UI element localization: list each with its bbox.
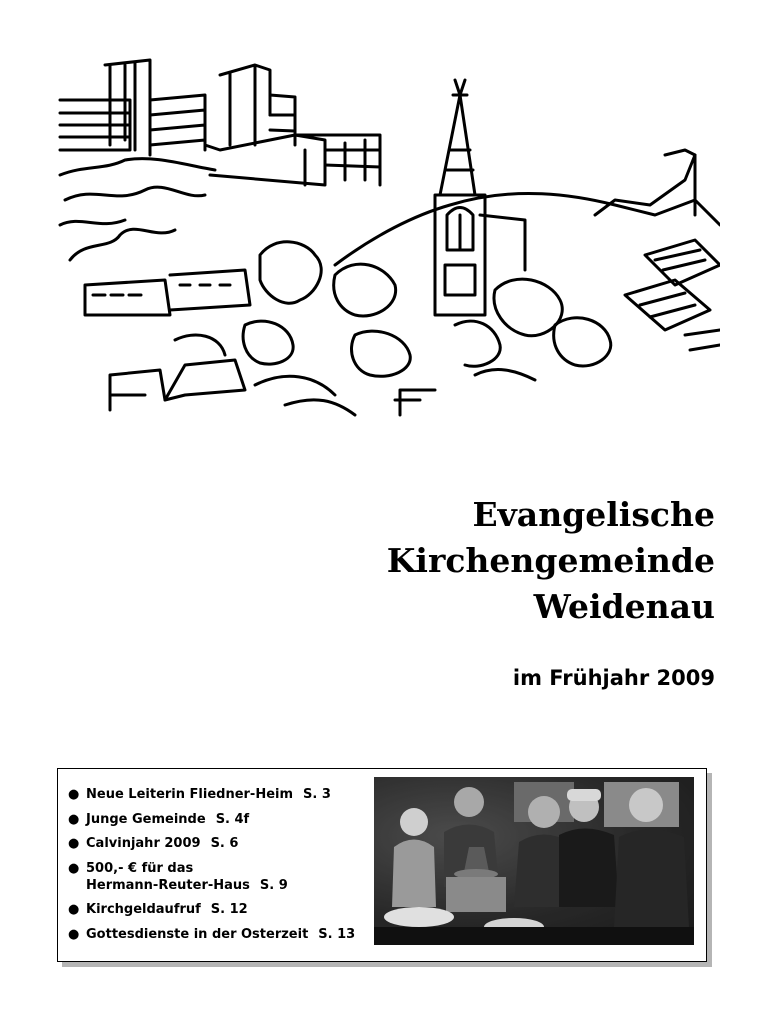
- bullet-icon: ●: [68, 787, 80, 802]
- contents-item-page: S. 13: [318, 926, 356, 942]
- contents-list: [66, 786, 376, 950]
- contents-item-text: Gottesdienste in der Osterzeit: [86, 926, 309, 942]
- bullet-icon: ●: [68, 902, 80, 917]
- youth-group-photo: [374, 777, 694, 945]
- contents-item[interactable]: [66, 926, 376, 943]
- contents-item-page: S. 9: [259, 877, 288, 893]
- title-line-3: Weidenau: [533, 587, 715, 626]
- contents-item[interactable]: [66, 835, 376, 852]
- parish-title: [387, 492, 715, 630]
- contents-item-text: Calvinjahr 2009: [86, 836, 201, 851]
- photo-people-icon: [374, 777, 694, 945]
- town-church-illustration: [55, 55, 720, 440]
- contents-item-page: S. 6: [210, 836, 239, 851]
- contents-box: [57, 768, 707, 962]
- bullet-icon: ●: [68, 860, 80, 876]
- contents-item-page: S. 3: [303, 787, 331, 802]
- title-line-1: Evangelische: [472, 495, 715, 534]
- issue-subtitle: im Frühjahr 2009: [512, 666, 715, 690]
- contents-item[interactable]: [66, 860, 376, 894]
- contents-item-page: S. 12: [210, 902, 248, 917]
- bullet-icon: ●: [68, 811, 80, 827]
- bullet-icon: ●: [68, 926, 80, 942]
- contents-item-text: Junge Gemeinde: [86, 811, 206, 827]
- contents-item-text-2: Hermann-Reuter-Haus: [86, 877, 250, 893]
- contents-item[interactable]: [66, 901, 376, 918]
- contents-item[interactable]: [66, 811, 376, 828]
- title-line-2: Kirchengemeinde: [386, 541, 715, 580]
- contents-item-page: S. 4f: [215, 811, 250, 827]
- bullet-icon: ●: [68, 836, 80, 851]
- contents-item-text: Neue Leiterin Fliedner-Heim: [86, 787, 294, 802]
- contents-item-text: Kirchgeldaufruf: [86, 902, 201, 917]
- contents-item-text: 500,- € für das: [86, 860, 194, 876]
- contents-item[interactable]: [66, 786, 376, 803]
